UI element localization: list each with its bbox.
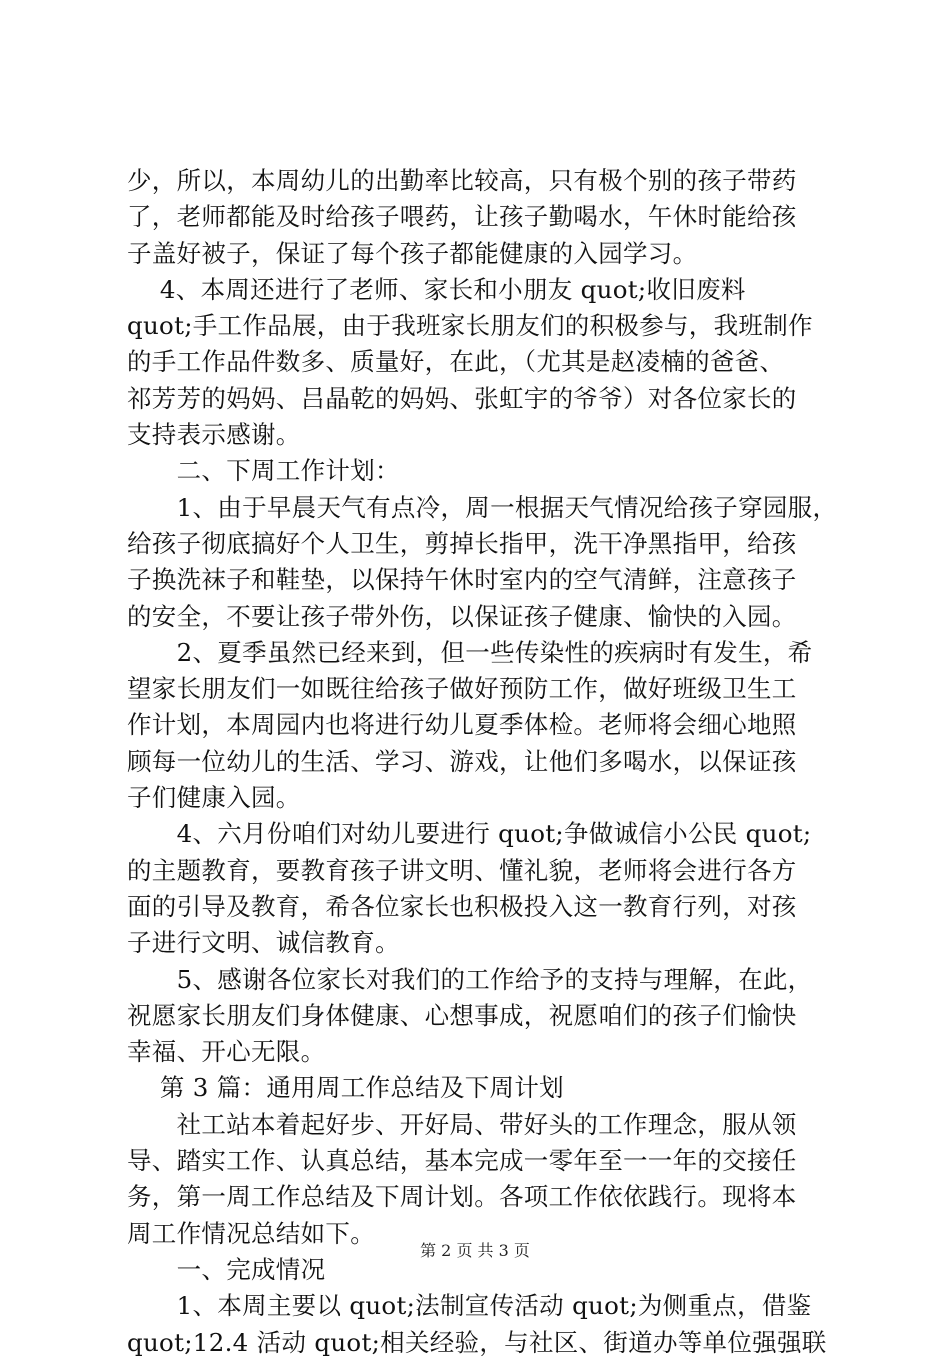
text-line: 支持表示感谢。 [127, 420, 301, 450]
text-line: 的主题教育，要教育孩子讲文明、懂礼貌，老师将会进行各方 [127, 855, 797, 885]
text-line: 给孩子彻底搞好个人卫生，剪掉长指甲，洗干净黑指甲，给孩 [127, 528, 797, 558]
text-line: quot;手工作品展，由于我班家长朋友们的积极参与，我班制作 [127, 311, 813, 341]
text-line: 务，第一周工作总结及下周计划。各项工作依依践行。现将本 [127, 1182, 797, 1212]
text-line: 祁芳芳的妈妈、吕晶乾的妈妈、张虹宇的爷爷）对各位家长的 [127, 383, 797, 413]
text-line: 社工站本着起好步、开好局、带好头的工作理念，服从领 [127, 1109, 797, 1139]
text-line: 祝愿家长朋友们身体健康、心想事成，祝愿咱们的孩子们愉快 [127, 1000, 797, 1030]
text-line: 幸福、开心无限。 [127, 1037, 326, 1067]
text-line: 导、踏实工作、认真总结，基本完成一零年至一一年的交接任 [127, 1146, 797, 1176]
text-line: 面的引导及教育，希各位家长也积极投入这一教育行列，对孩 [127, 891, 797, 921]
page-footer: 第 2 页 共 3 页 [420, 1241, 530, 1260]
text-line: 顾每一位幼儿的生活、学习、游戏，让他们多喝水，以保证孩 [127, 746, 797, 776]
article-title: 第 3 篇：通用周工作总结及下周计划 [127, 1073, 564, 1103]
text-line: 少，所以，本周幼儿的出勤率比较高，只有极个别的孩子带药 [127, 166, 797, 195]
text-line: 了，老师都能及时给孩子喂药，让孩子勤喝水，午休时能给孩 [127, 202, 797, 232]
text-line: 的手工作品件数多、质量好，在此，（尤其是赵凌楠的爸爸、 [127, 347, 785, 377]
text-line: quot;12.4 活动 quot;相关经验，与社区、街道办等单位强强联 [127, 1327, 827, 1357]
text-line: 5、感谢各位家长对我们的工作给予的支持与理解，在此， [127, 964, 813, 994]
text-line: 2、夏季虽然已经来到，但一些传染性的疾病时有发生，希 [127, 637, 813, 667]
text-line: 1、由于早晨天气有点冷，周一根据天气情况给孩子穿园服， [127, 492, 838, 522]
document-body [127, 163, 838, 1361]
text-line: 子们健康入园。 [127, 783, 301, 813]
text-line: 的安全，不要让孩子带外伤，以保证孩子健康、愉快的入园。 [127, 601, 797, 631]
text-line: 1、本周主要以 quot;法制宣传活动 quot;为侧重点，借鉴 [127, 1291, 812, 1321]
text-line: 子换洗袜子和鞋垫，以保持午休时室内的空气清鲜，注意孩子 [127, 565, 797, 595]
text-line: 子进行文明、诚信教育。 [127, 928, 400, 958]
text-line: 子盖好被子，保证了每个孩子都能健康的入园学习。 [127, 238, 698, 268]
text-line: 望家长朋友们一如既往给孩子做好预防工作，做好班级卫生工 [127, 674, 797, 704]
section-heading: 一、完成情况 [127, 1254, 326, 1284]
text-line: 作计划，本周园内也将进行幼儿夏季体检。老师将会细心地照 [127, 710, 797, 740]
text-line: 4、本周还进行了老师、家长和小朋友 quot;收旧废料 [127, 274, 746, 304]
text-line: 周工作情况总结如下。 [127, 1218, 375, 1248]
section-heading: 二、下周工作计划： [127, 456, 400, 486]
text-line: 4、六月份咱们对幼儿要进行 quot;争做诚信小公民 quot; [127, 819, 812, 849]
